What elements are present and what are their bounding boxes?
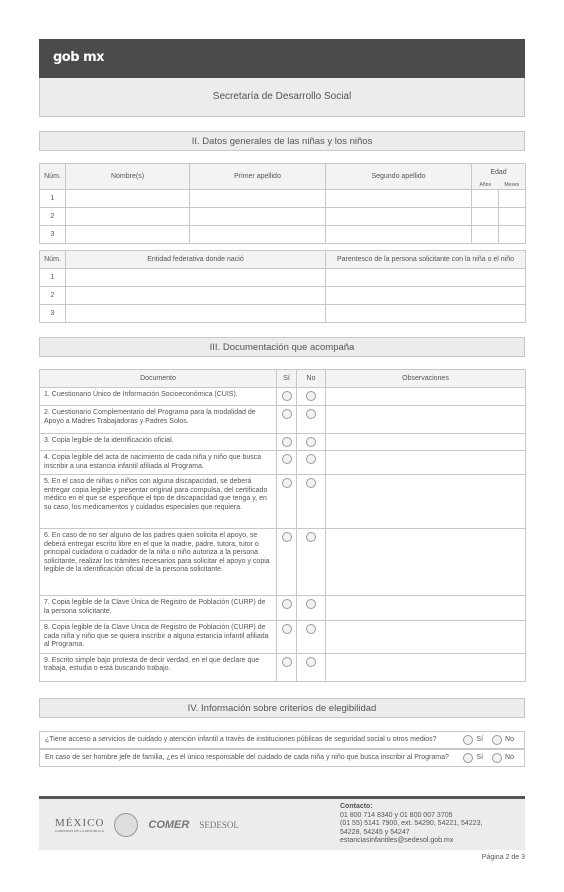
question-text: ¿Tiene acceso a servicios de cuidado y atención infantil a través de instituciones públicas de seguridad social u otros medios? — [45, 736, 437, 743]
parentesco-cell[interactable] — [326, 287, 526, 305]
footer — [39, 796, 525, 850]
entidad-cell[interactable] — [66, 287, 326, 305]
document-text: 5. En el caso de niñas o niños con alguna discapacidad, se deberá entregar copia legible y presentar original para compulsa, del certificado médico en el que se especifique el tipo de discapacidad que tenga y, en su caso, los medicamentos y cuidados especiales que requiera. — [40, 475, 277, 529]
col-entidad: Entidad federativa donde nació — [66, 251, 326, 269]
radio-yes[interactable] — [463, 753, 473, 763]
radio-yes-label: Sí — [476, 736, 484, 743]
row-number: 1 — [40, 269, 66, 287]
contact-title: Contacto: — [340, 803, 373, 810]
primer-apellido-cell[interactable] — [190, 208, 326, 226]
observaciones-cell[interactable] — [326, 475, 526, 529]
row-number: 2 — [40, 287, 66, 305]
table-row — [40, 287, 526, 305]
radio-no[interactable] — [306, 532, 316, 542]
radio-no[interactable] — [492, 735, 502, 745]
col-num: Núm. — [40, 251, 66, 269]
contact-phone-1: 01 800 714 8340 y 01 800 007 3705 — [340, 811, 453, 819]
parentesco-cell[interactable] — [326, 305, 526, 323]
radio-yes-label: Sí — [476, 754, 484, 761]
col-parentesco: Parentesco de la persona solicitante con la niña o el niño — [326, 251, 526, 269]
table-row — [40, 305, 526, 323]
col-segundo-apellido: Segundo apellido — [326, 164, 472, 190]
parentesco-cell[interactable] — [326, 269, 526, 287]
mexico-logo-subtext: GOBIERNO DE LA REPÚBLICA — [55, 829, 105, 833]
table-row — [40, 269, 526, 287]
table-row — [40, 226, 526, 244]
comer-logo: COMER — [148, 819, 190, 831]
children-names-table — [39, 163, 525, 244]
mexico-logo — [55, 817, 104, 833]
document-row — [40, 388, 526, 406]
radio-si[interactable] — [282, 599, 292, 609]
radio-no[interactable] — [306, 391, 316, 401]
table-row — [40, 190, 526, 208]
document-text: 4. Copia legible del acta de nacimiento de cada niña y niño que busca inscribir a una estancia infantil afiliada al Programa. — [40, 451, 277, 475]
radio-si[interactable] — [282, 657, 292, 667]
mexico-logo-text: MÉXICO — [55, 817, 105, 829]
page-number: Página 2 de 3 — [481, 854, 525, 861]
document-text: 3. Copia legible de la identificación oficial. — [40, 434, 277, 451]
nombres-cell[interactable] — [66, 190, 190, 208]
document-text: 2. Cuestionario Complementario del Programa para la modalidad de Apoyo a Madres Trabajadoras y Padres Solos. — [40, 406, 277, 434]
seal-icon — [114, 813, 138, 837]
radio-si[interactable] — [282, 532, 292, 542]
contact-phone-3: 54228, 54245 y 54247 — [340, 828, 410, 836]
document-text: 7. Copia legible de la Clave Única de Registro de Población (CURP) de la persona solicitante. — [40, 596, 277, 621]
document-row — [40, 529, 526, 596]
children-birthplace-table — [39, 250, 525, 323]
observaciones-cell[interactable] — [326, 653, 526, 681]
meses-cell[interactable] — [499, 190, 526, 208]
row-number: 3 — [40, 305, 66, 323]
radio-no[interactable] — [306, 409, 316, 419]
radio-no-label: No — [505, 736, 514, 743]
contact-info — [340, 803, 482, 846]
anos-cell[interactable] — [472, 226, 499, 244]
document-text: 1. Cuestionario Único de Información Socioeconómica (CUIS). — [40, 388, 277, 406]
radio-si[interactable] — [282, 454, 292, 464]
section-2-title: II. Datos generales de las niñas y los niños — [39, 131, 525, 151]
anos-cell[interactable] — [472, 190, 499, 208]
observaciones-cell[interactable] — [326, 434, 526, 451]
col-num: Núm. — [40, 164, 66, 190]
observaciones-cell[interactable] — [326, 388, 526, 406]
radio-si[interactable] — [282, 624, 292, 634]
document-row — [40, 653, 526, 681]
meses-cell[interactable] — [499, 226, 526, 244]
eligibility-question-1 — [39, 731, 525, 749]
eligibility-question-2 — [39, 749, 525, 767]
radio-si[interactable] — [282, 391, 292, 401]
segundo-apellido-cell[interactable] — [326, 190, 472, 208]
sedesol-logo: SEDESOL — [199, 820, 239, 830]
col-primer-apellido: Primer apellido — [190, 164, 326, 190]
row-number: 2 — [40, 208, 66, 226]
primer-apellido-cell[interactable] — [190, 190, 326, 208]
header-subtitle: Secretaría de Desarrollo Social — [39, 78, 525, 117]
document-row — [40, 621, 526, 654]
question-text: En caso de ser hombre jefe de familia, ¿es el único responsable del cuidado de cada niña y niño que busca inscribir al Programa? — [45, 754, 449, 761]
col-meses: Meses — [499, 182, 526, 190]
row-number: 3 — [40, 226, 66, 244]
nombres-cell[interactable] — [66, 208, 190, 226]
radio-si[interactable] — [282, 437, 292, 447]
radio-no[interactable] — [492, 753, 502, 763]
table-row — [40, 208, 526, 226]
document-text: 6. En caso de no ser alguno de los padres quien solicita el apoyo, se deberá entregar escrito libre en el que la madre, padre, tutora, tutor o principal cuidadora o cuidador de la niña o niño autoriza a la persona solicitante, realizar los trámites necesarios para solicitar el apoyo y copia legible de la identificación oficial de la persona solicitante. — [40, 529, 277, 596]
radio-si[interactable] — [282, 478, 292, 488]
document-row — [40, 406, 526, 434]
document-row — [40, 434, 526, 451]
observaciones-cell[interactable] — [326, 406, 526, 434]
col-anos: Años — [472, 182, 499, 190]
radio-yes[interactable] — [463, 735, 473, 745]
col-si: Sí — [277, 370, 297, 388]
document-text: 8. Copia legible de la Clave Única de Registro de Población (CURP) de cada niña y niño que se quiera inscribir a alguna estancia infantil afiliada al Programa. — [40, 621, 277, 654]
row-number: 1 — [40, 190, 66, 208]
section-4-title: IV. Información sobre criterios de elegibilidad — [39, 698, 525, 718]
segundo-apellido-cell[interactable] — [326, 226, 472, 244]
radio-no[interactable] — [306, 657, 316, 667]
header-bar — [39, 39, 525, 78]
col-edad: Edad — [472, 164, 526, 182]
meses-cell[interactable] — [499, 208, 526, 226]
col-no: No — [297, 370, 326, 388]
radio-no[interactable] — [306, 624, 316, 634]
document-row — [40, 451, 526, 475]
observaciones-cell[interactable] — [326, 621, 526, 654]
radio-si[interactable] — [282, 409, 292, 419]
observaciones-cell[interactable] — [326, 529, 526, 596]
document-text: 9. Escrito simple bajo protesta de decir verdad, en el que declare que trabaja, estudia o está buscando trabajo. — [40, 653, 277, 681]
nombres-cell[interactable] — [66, 226, 190, 244]
observaciones-cell[interactable] — [326, 596, 526, 621]
col-nombres: Nombre(s) — [66, 164, 190, 190]
radio-no[interactable] — [306, 437, 316, 447]
contact-email[interactable]: estanciasinfantiles@sedesol.gob.mx — [340, 837, 454, 844]
radio-no[interactable] — [306, 478, 316, 488]
section-3-title: III. Documentación que acompaña — [39, 337, 525, 357]
document-row — [40, 475, 526, 529]
document-row — [40, 596, 526, 621]
contact-phone-2: (01 55) 5141 7900, ext. 54290, 54221, 54223, — [340, 820, 483, 827]
radio-no-label: No — [505, 754, 514, 761]
anos-cell[interactable] — [472, 208, 499, 226]
radio-no[interactable] — [306, 454, 316, 464]
documents-table — [39, 369, 525, 682]
primer-apellido-cell[interactable] — [190, 226, 326, 244]
segundo-apellido-cell[interactable] — [326, 208, 472, 226]
gobmx-logo: gob mx — [53, 50, 104, 65]
entidad-cell[interactable] — [66, 269, 326, 287]
col-observaciones: Observaciones — [326, 370, 526, 388]
footer-logos — [55, 813, 239, 837]
col-documento: Documento — [40, 370, 277, 388]
entidad-cell[interactable] — [66, 305, 326, 323]
observaciones-cell[interactable] — [326, 451, 526, 475]
radio-no[interactable] — [306, 599, 316, 609]
